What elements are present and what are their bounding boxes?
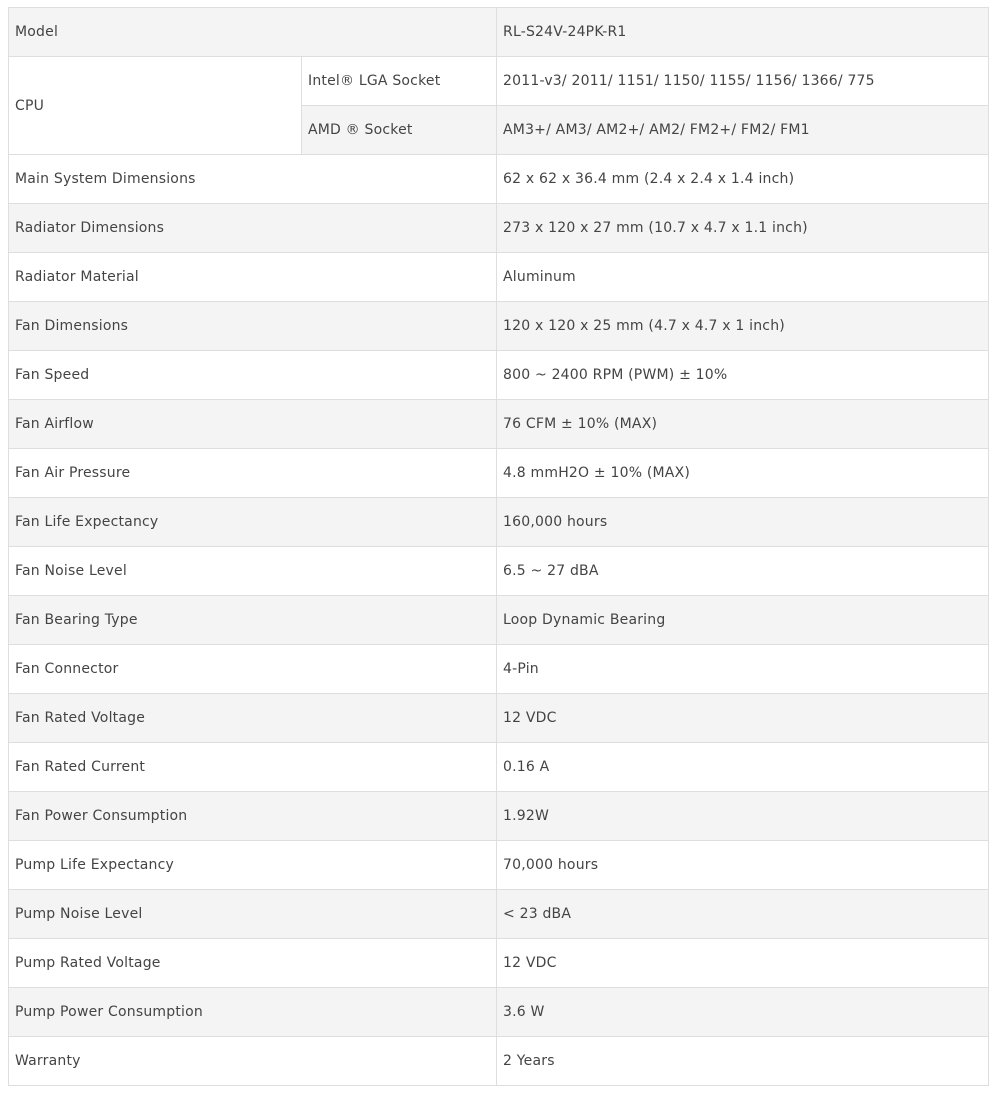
spec-value: < 23 dBA [497,890,989,939]
spec-label: Fan Power Consumption [9,792,497,841]
spec-value: 800 ~ 2400 RPM (PWM) ± 10% [497,351,989,400]
table-row [9,841,989,890]
spec-label: Pump Power Consumption [9,988,497,1037]
spec-value: RL-S24V-24PK-R1 [497,8,989,57]
table-row [9,694,989,743]
table-row [9,645,989,694]
spec-label: Main System Dimensions [9,155,497,204]
table-row [9,155,989,204]
table-row-cpu-intel [9,57,989,106]
table-row [9,204,989,253]
cpu-label: CPU [9,57,302,155]
table-row [9,400,989,449]
table-row [9,890,989,939]
spec-label: Pump Rated Voltage [9,939,497,988]
table-row [9,498,989,547]
intel-socket-value: 2011-v3/ 2011/ 1151/ 1150/ 1155/ 1156/ 1366/ 775 [497,57,989,106]
spec-value: 4-Pin [497,645,989,694]
spec-label: Fan Speed [9,351,497,400]
spec-label: Pump Noise Level [9,890,497,939]
spec-label: Radiator Dimensions [9,204,497,253]
spec-label: Fan Bearing Type [9,596,497,645]
amd-socket-label: AMD ® Socket [302,106,497,155]
table-row [9,253,989,302]
intel-socket-label: Intel® LGA Socket [302,57,497,106]
table-row-warranty [9,1037,989,1086]
spec-label: Pump Life Expectancy [9,841,497,890]
spec-label: Fan Life Expectancy [9,498,497,547]
spec-label: Fan Airflow [9,400,497,449]
table-row [9,743,989,792]
spec-value: 4.8 mmH2O ± 10% (MAX) [497,449,989,498]
spec-label: Radiator Material [9,253,497,302]
spec-label: Warranty [9,1037,497,1086]
spec-label: Fan Rated Voltage [9,694,497,743]
spec-value: 160,000 hours [497,498,989,547]
amd-socket-value: AM3+/ AM3/ AM2+/ AM2/ FM2+/ FM2/ FM1 [497,106,989,155]
spec-label: Model [9,8,497,57]
spec-value: 120 x 120 x 25 mm (4.7 x 4.7 x 1 inch) [497,302,989,351]
spec-value: Aluminum [497,253,989,302]
table-row [9,449,989,498]
spec-label: Fan Noise Level [9,547,497,596]
table-row [9,351,989,400]
table-row-model [9,8,989,57]
table-row [9,988,989,1037]
spec-value: Loop Dynamic Bearing [497,596,989,645]
spec-value: 273 x 120 x 27 mm (10.7 x 4.7 x 1.1 inch) [497,204,989,253]
spec-value: 3.6 W [497,988,989,1037]
table-row [9,939,989,988]
spec-label: Fan Air Pressure [9,449,497,498]
spec-label: Fan Rated Current [9,743,497,792]
table-row [9,547,989,596]
table-row [9,596,989,645]
spec-value: 76 CFM ± 10% (MAX) [497,400,989,449]
spec-value: 12 VDC [497,939,989,988]
table-row [9,792,989,841]
spec-label: Fan Connector [9,645,497,694]
spec-value: 0.16 A [497,743,989,792]
table-row [9,302,989,351]
spec-value: 1.92W [497,792,989,841]
spec-table [8,7,989,1086]
spec-value: 2 Years [497,1037,989,1086]
spec-value: 6.5 ~ 27 dBA [497,547,989,596]
spec-label: Fan Dimensions [9,302,497,351]
spec-value: 62 x 62 x 36.4 mm (2.4 x 2.4 x 1.4 inch) [497,155,989,204]
spec-value: 70,000 hours [497,841,989,890]
spec-value: 12 VDC [497,694,989,743]
